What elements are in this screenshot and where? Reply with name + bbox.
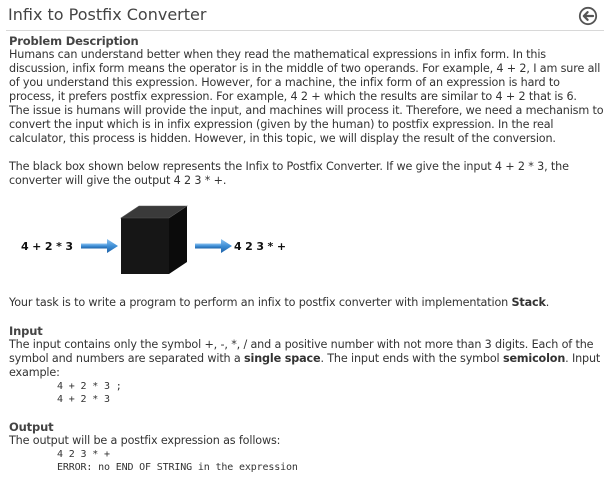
input-arrow (81, 239, 118, 253)
problem-description-heading: Problem Description (9, 34, 139, 48)
back-button[interactable] (578, 6, 598, 26)
task-statement: Your task is to write a program to perform an infix to postfix converter with implementation Stack. (9, 296, 550, 309)
problem-paragraph-3: The black box shown below represents the Infix to Postfix Converter. If we give the input 4 + 2 * 3, the converter will give the output 4 2 3 * +. (9, 160, 569, 187)
diagram-output-label: 4 2 3 * + (234, 240, 286, 253)
converter-diagram (9, 196, 604, 296)
output-description: The output will be a postfix expression as follows: (9, 434, 281, 447)
input-description: The input contains only the symbol +, -, *, / and a positive number with not more than 3 digits. Each of the symbol and numbers are separated with a single space. The input ends with the symbol semicolon. Input example: (9, 338, 601, 379)
input-heading: Input (9, 324, 43, 338)
input-example-1: 4 + 2 * 3 ; (57, 381, 122, 392)
black-box (121, 206, 187, 274)
converter-diagram-graphic (9, 196, 309, 296)
problem-paragraph-2: The issue is humans will provide the input, and machines will process it. Therefore, we need a mechanism to convert the input which is in infix expression (given by the human) to postfix expression. In the real calculator, this process is hidden. However, in this topic, we will display the result of the conversion. (9, 104, 604, 145)
diagram-input-label: 4 + 2 * 3 (21, 240, 73, 253)
problem-content (9, 34, 604, 474)
header (0, 0, 610, 30)
output-example-1: 4 2 3 * + (57, 449, 110, 460)
title-divider (6, 30, 604, 31)
circle-arrow-left-icon[interactable] (578, 6, 598, 26)
page-title: Infix to Postfix Converter (8, 5, 207, 24)
output-example-2: ERROR: no END OF STRING in the expression (57, 462, 298, 473)
output-heading: Output (9, 420, 54, 434)
output-arrow (195, 239, 232, 253)
input-example-2: 4 + 2 * 3 (57, 394, 110, 405)
problem-paragraph-1: Humans can understand better when they read the mathematical expressions in infix form. In this discussion, infix form means the operator is in the middle of two operands. For example, 4 + 2, I am sure all of you understand this expression. However, for a machine, the infix form of an expression is hard to process, it prefers postfix expression. For example, 4 2 + which the results are similar to 4 + 2 that is 6. (9, 48, 601, 103)
